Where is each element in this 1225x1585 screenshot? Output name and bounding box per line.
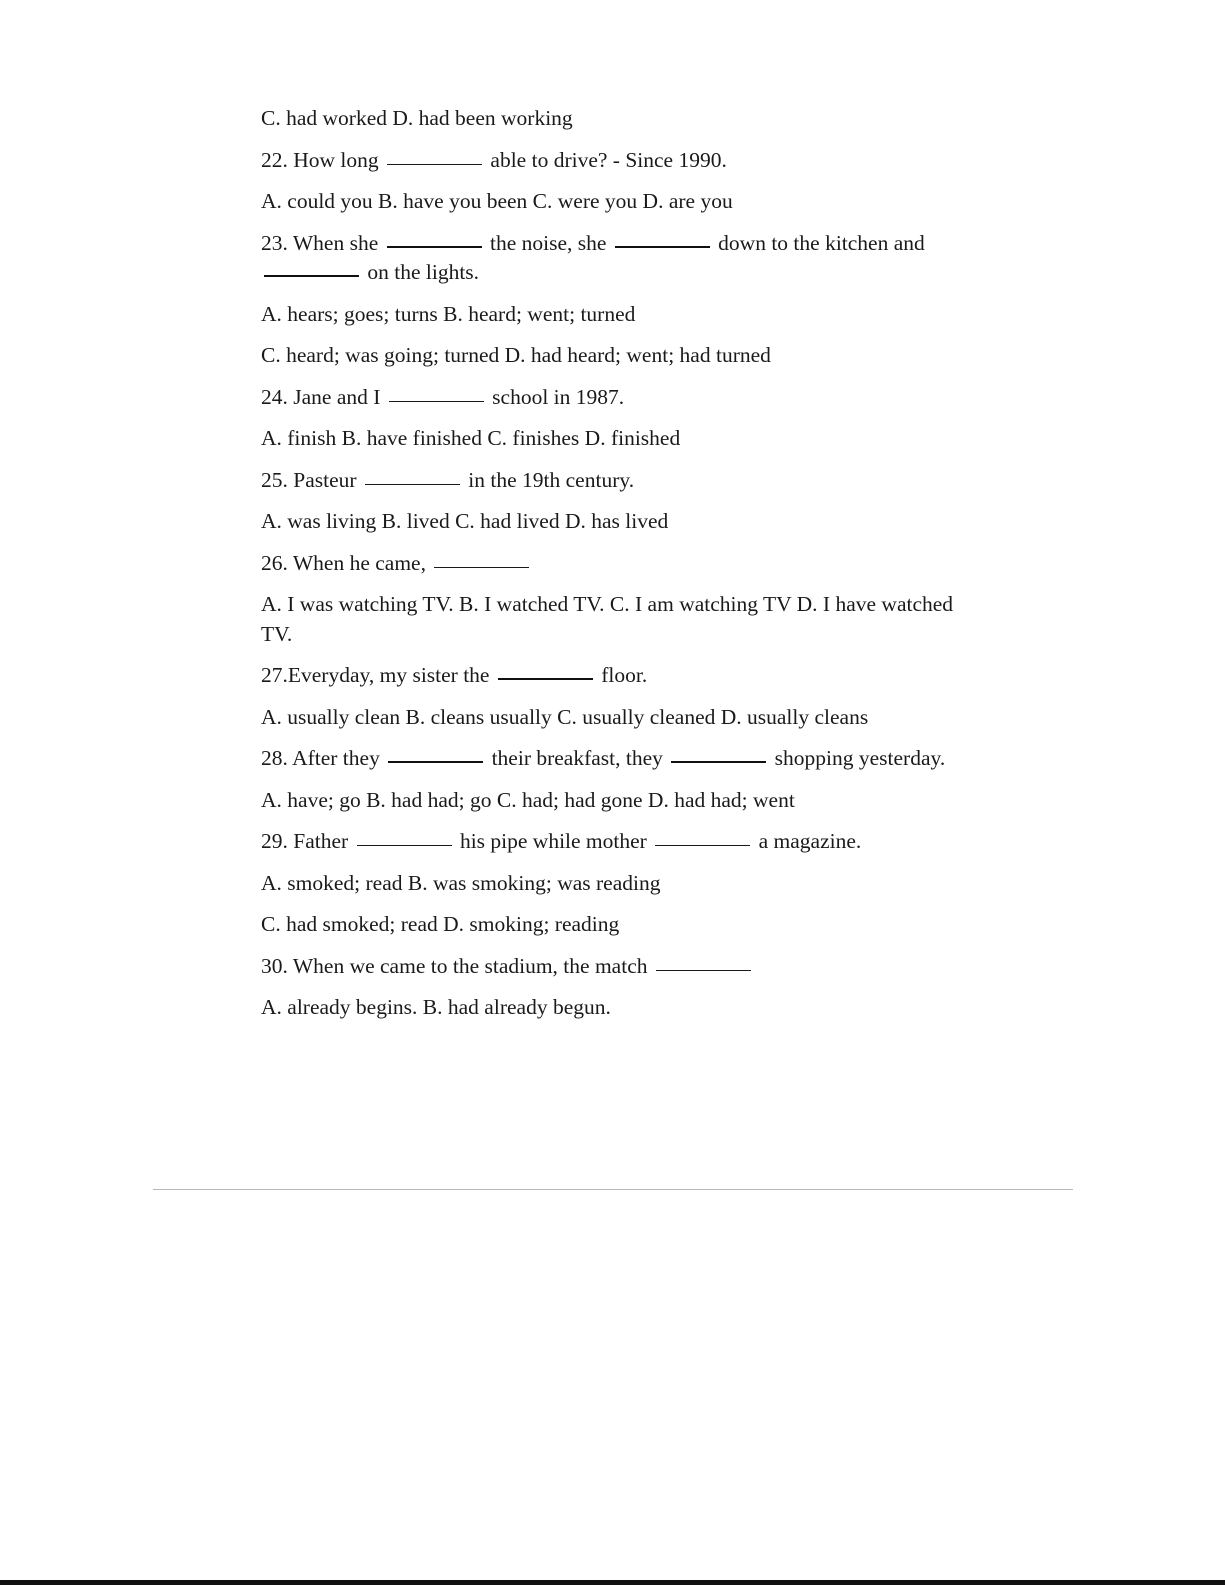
options-text: A. was living B. lived C. had lived D. has lived: [261, 509, 669, 533]
question-text: able to drive? - Since 1990.: [490, 147, 727, 172]
question-28: [261, 744, 966, 774]
question-text: their breakfast, they: [491, 746, 663, 770]
answer-blank: [365, 483, 460, 485]
options-29a: [261, 869, 966, 899]
answer-blank: [388, 760, 483, 763]
page-content: [261, 104, 966, 1035]
answer-blank: [264, 274, 359, 277]
options-30: [261, 993, 966, 1023]
question-text: 30. When we came to the stadium, the match: [261, 953, 648, 978]
options-text: A. already begins. B. had already begun.: [261, 995, 611, 1019]
options-24: [261, 424, 966, 454]
question-24: [261, 383, 966, 413]
options-22: [261, 187, 966, 217]
options-text: A. have; go B. had had; go C. had; had gone D. had had; went: [261, 787, 795, 812]
answer-blank: [498, 677, 593, 680]
question-text: on the lights.: [367, 260, 480, 284]
options-text: C. heard; was going; turned D. had heard; went; had turned: [261, 343, 771, 367]
options-text: A. finish B. have finished C. finishes D. finished: [261, 426, 681, 450]
question-text: floor.: [601, 663, 648, 687]
question-text: 24. Jane and I: [261, 384, 381, 409]
options-text: C. had smoked; read D. smoking; reading: [261, 912, 620, 936]
options-text: A. smoked; read B. was smoking; was reading: [261, 870, 661, 895]
question-text: down to the kitchen and: [718, 230, 925, 255]
options-27: [261, 703, 966, 733]
options-text: A. hears; goes; turns B. heard; went; turned: [261, 301, 636, 326]
options-23a: [261, 300, 966, 330]
question-text: shopping yesterday.: [774, 746, 946, 770]
answer-blank: [671, 760, 766, 763]
answer-blank: [434, 566, 529, 568]
question-text: 26. When he came,: [261, 550, 426, 575]
options-23b: [261, 341, 966, 371]
options-text: A. could you B. have you been C. were you D. are you: [261, 189, 733, 213]
options-text: A. I was watching TV. B. I watched TV. C. I am watching TV D. I have watched TV.: [261, 592, 954, 646]
question-text: 25. Pasteur: [261, 467, 357, 492]
options-26: [261, 590, 966, 649]
page-divider: [153, 1189, 1073, 1190]
question-text: in the 19th century.: [468, 467, 635, 492]
question-text: a magazine.: [758, 829, 862, 853]
question-text: 28. After they: [261, 746, 380, 770]
question-22: [261, 146, 966, 176]
options-line: [261, 104, 966, 134]
answer-blank: [656, 969, 751, 971]
question-25: [261, 466, 966, 496]
answer-blank: [615, 245, 710, 248]
question-text: school in 1987.: [492, 384, 625, 409]
question-27: [261, 661, 966, 691]
answer-blank: [387, 163, 482, 165]
options-29b: [261, 910, 966, 940]
options-28: [261, 786, 966, 816]
question-text: 29. Father: [261, 829, 349, 853]
answer-blank: [357, 844, 452, 846]
question-30: [261, 952, 966, 982]
options-25: [261, 507, 966, 537]
question-text: the noise, she: [489, 230, 607, 255]
options-text: C. had worked D. had been working: [261, 106, 573, 130]
question-26: [261, 549, 966, 579]
answer-blank: [387, 245, 482, 248]
question-text: 22. How long: [261, 147, 379, 172]
question-text: 23. When she: [261, 230, 379, 255]
question-text: 27.Everyday, my sister the: [261, 663, 490, 687]
question-29: [261, 827, 966, 857]
answer-blank: [389, 400, 484, 402]
answer-blank: [655, 844, 750, 846]
question-23: [261, 229, 966, 288]
options-text: A. usually clean B. cleans usually C. usually cleaned D. usually cleans: [261, 704, 869, 729]
bottom-edge-bar: [0, 1580, 1225, 1585]
question-text: his pipe while mother: [459, 829, 647, 853]
